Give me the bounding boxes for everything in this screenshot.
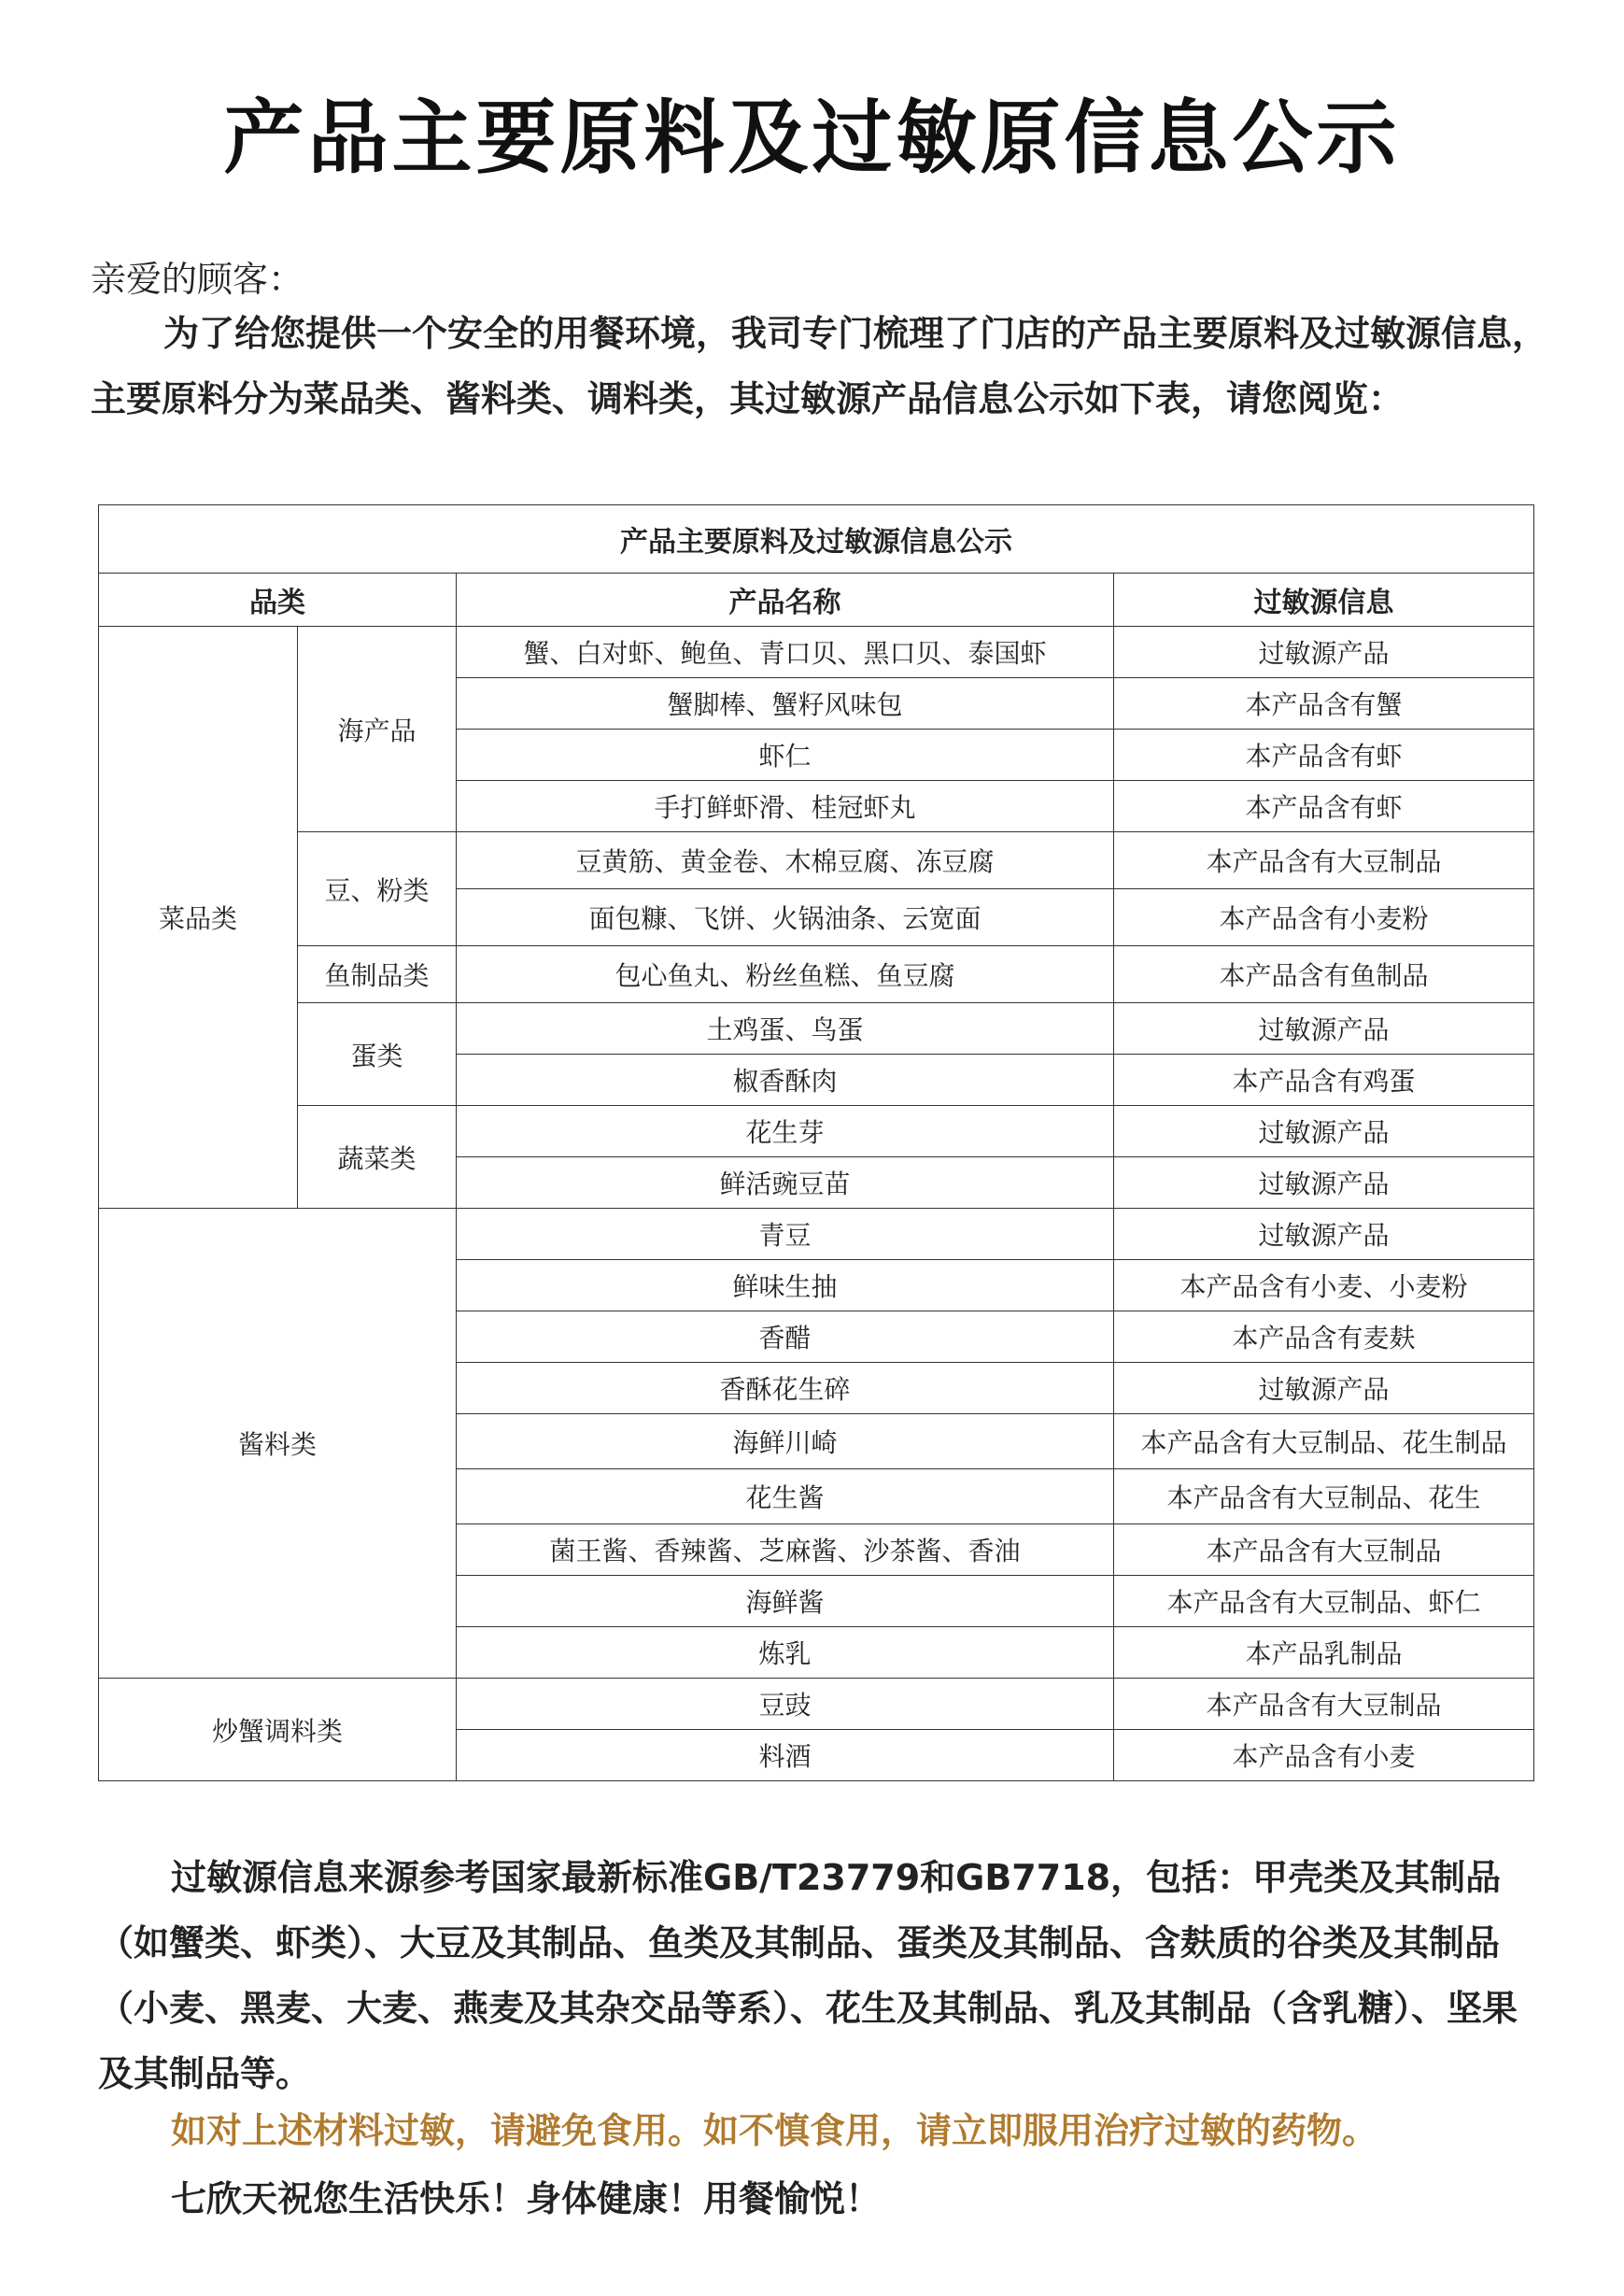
- header-category: 品类: [99, 574, 457, 627]
- category-cell: 菜品类: [99, 627, 298, 1209]
- allergen-cell: 本产品含有麦麸: [1114, 1311, 1534, 1363]
- product-cell: 土鸡蛋、鸟蛋: [457, 1003, 1114, 1055]
- product-cell: 鲜味生抽: [457, 1260, 1114, 1311]
- allergen-cell: 本产品含有大豆制品: [1114, 832, 1534, 889]
- product-cell: 包心鱼丸、粉丝鱼糕、鱼豆腐: [457, 946, 1114, 1003]
- greeting: 亲爱的顾客：: [91, 259, 304, 300]
- allergen-cell: 本产品含有小麦、小麦粉: [1114, 1260, 1534, 1311]
- allergen-cell: 过敏源产品: [1114, 1209, 1534, 1260]
- product-cell: 面包糠、飞饼、火锅油条、云宽面: [457, 889, 1114, 946]
- allergen-cell: 本产品含有大豆制品: [1114, 1524, 1534, 1576]
- product-cell: 海鲜川崎: [457, 1414, 1114, 1469]
- intro-paragraph: 为了给您提供一个安全的用餐环境，我司专门梳理了门店的产品主要原料及过敏源信息，主要原料分为菜品类、酱料类、调料类，其过敏源产品信息公示如下表，请您阅览：: [91, 313, 1548, 419]
- product-cell: 蟹脚棒、蟹籽风味包: [457, 678, 1114, 730]
- product-cell: 炼乳: [457, 1627, 1114, 1679]
- allergen-cell: 本产品含有鸡蛋: [1114, 1055, 1534, 1106]
- page-title: 产品主要原料及过敏原信息公示: [223, 92, 1401, 185]
- allergy-warning: 如对上述材料过敏，请避免食用。如不慎食用，请立即服用治疗过敏的药物。: [171, 2110, 1378, 2151]
- product-cell: 料酒: [457, 1730, 1114, 1781]
- allergen-cell: 本产品含有大豆制品: [1114, 1679, 1534, 1730]
- product-cell: 香醋: [457, 1311, 1114, 1363]
- closing-wish: 七欣天祝您生活快乐！身体健康！用餐愉悦！: [171, 2178, 882, 2219]
- allergen-cell: 本产品含有小麦: [1114, 1730, 1534, 1781]
- product-cell: 鲜活豌豆苗: [457, 1157, 1114, 1209]
- product-cell: 手打鲜虾滑、桂冠虾丸: [457, 781, 1114, 832]
- header-allergen: 过敏源信息: [1114, 574, 1534, 627]
- table-row: [99, 946, 1534, 1003]
- allergen-standard-note: 过敏源信息来源参考国家最新标准GB/T23779和GB7718，包括：甲壳类及其制品（如蟹类、虾类）、大豆及其制品、鱼类及其制品、蛋类及其制品、含麸质的谷类及其制品（小麦、黑麦、大麦、燕麦及其杂交品等系）、花生及其制品、乳及其制品（含乳糖）、坚果及其制品等。: [98, 1857, 1518, 2094]
- category-cell: 炒蟹调料类: [99, 1679, 457, 1781]
- product-cell: 花生酱: [457, 1469, 1114, 1524]
- allergen-cell: 本产品含有鱼制品: [1114, 946, 1534, 1003]
- table-row: [99, 1106, 1534, 1157]
- table-row: [99, 1209, 1534, 1260]
- product-cell: 豆豉: [457, 1679, 1114, 1730]
- allergen-cell: 过敏源产品: [1114, 1003, 1534, 1055]
- allergen-cell: 过敏源产品: [1114, 627, 1534, 678]
- allergen-cell: 过敏源产品: [1114, 1157, 1534, 1209]
- product-cell: 青豆: [457, 1209, 1114, 1260]
- subcategory-cell: 蔬菜类: [298, 1106, 457, 1209]
- allergen-cell: 过敏源产品: [1114, 1106, 1534, 1157]
- table-row: [99, 627, 1534, 678]
- product-cell: 花生芽: [457, 1106, 1114, 1157]
- allergen-cell: 本产品含有大豆制品、花生制品: [1114, 1414, 1534, 1469]
- table-row: [99, 1679, 1534, 1730]
- product-cell: 虾仁: [457, 730, 1114, 781]
- allergen-cell: 本产品含有虾: [1114, 781, 1534, 832]
- allergen-cell: 本产品乳制品: [1114, 1627, 1534, 1679]
- allergen-table: [98, 504, 1534, 1781]
- table-header-row: [99, 574, 1534, 627]
- product-cell: 蟹、白对虾、鲍鱼、青口贝、黑口贝、泰国虾: [457, 627, 1114, 678]
- header-product: 产品名称: [457, 574, 1114, 627]
- subcategory-cell: 豆、粉类: [298, 832, 457, 946]
- product-cell: 海鲜酱: [457, 1576, 1114, 1627]
- subcategory-cell: 蛋类: [298, 1003, 457, 1106]
- subcategory-cell: 鱼制品类: [298, 946, 457, 1003]
- table-row: [99, 1003, 1534, 1055]
- product-cell: 椒香酥肉: [457, 1055, 1114, 1106]
- allergen-cell: 过敏源产品: [1114, 1363, 1534, 1414]
- category-cell: 酱料类: [99, 1209, 457, 1679]
- allergen-cell: 本产品含有大豆制品、虾仁: [1114, 1576, 1534, 1627]
- table-caption: 产品主要原料及过敏源信息公示: [99, 505, 1534, 574]
- product-cell: 豆黄筋、黄金卷、木棉豆腐、冻豆腐: [457, 832, 1114, 889]
- allergen-cell: 本产品含有大豆制品、花生: [1114, 1469, 1534, 1524]
- allergen-cell: 本产品含有小麦粉: [1114, 889, 1534, 946]
- table-caption-row: [99, 505, 1534, 574]
- allergen-cell: 本产品含有蟹: [1114, 678, 1534, 730]
- product-cell: 菌王酱、香辣酱、芝麻酱、沙茶酱、香油: [457, 1524, 1114, 1576]
- product-cell: 香酥花生碎: [457, 1363, 1114, 1414]
- allergen-cell: 本产品含有虾: [1114, 730, 1534, 781]
- table-row: [99, 832, 1534, 889]
- subcategory-cell: 海产品: [298, 627, 457, 832]
